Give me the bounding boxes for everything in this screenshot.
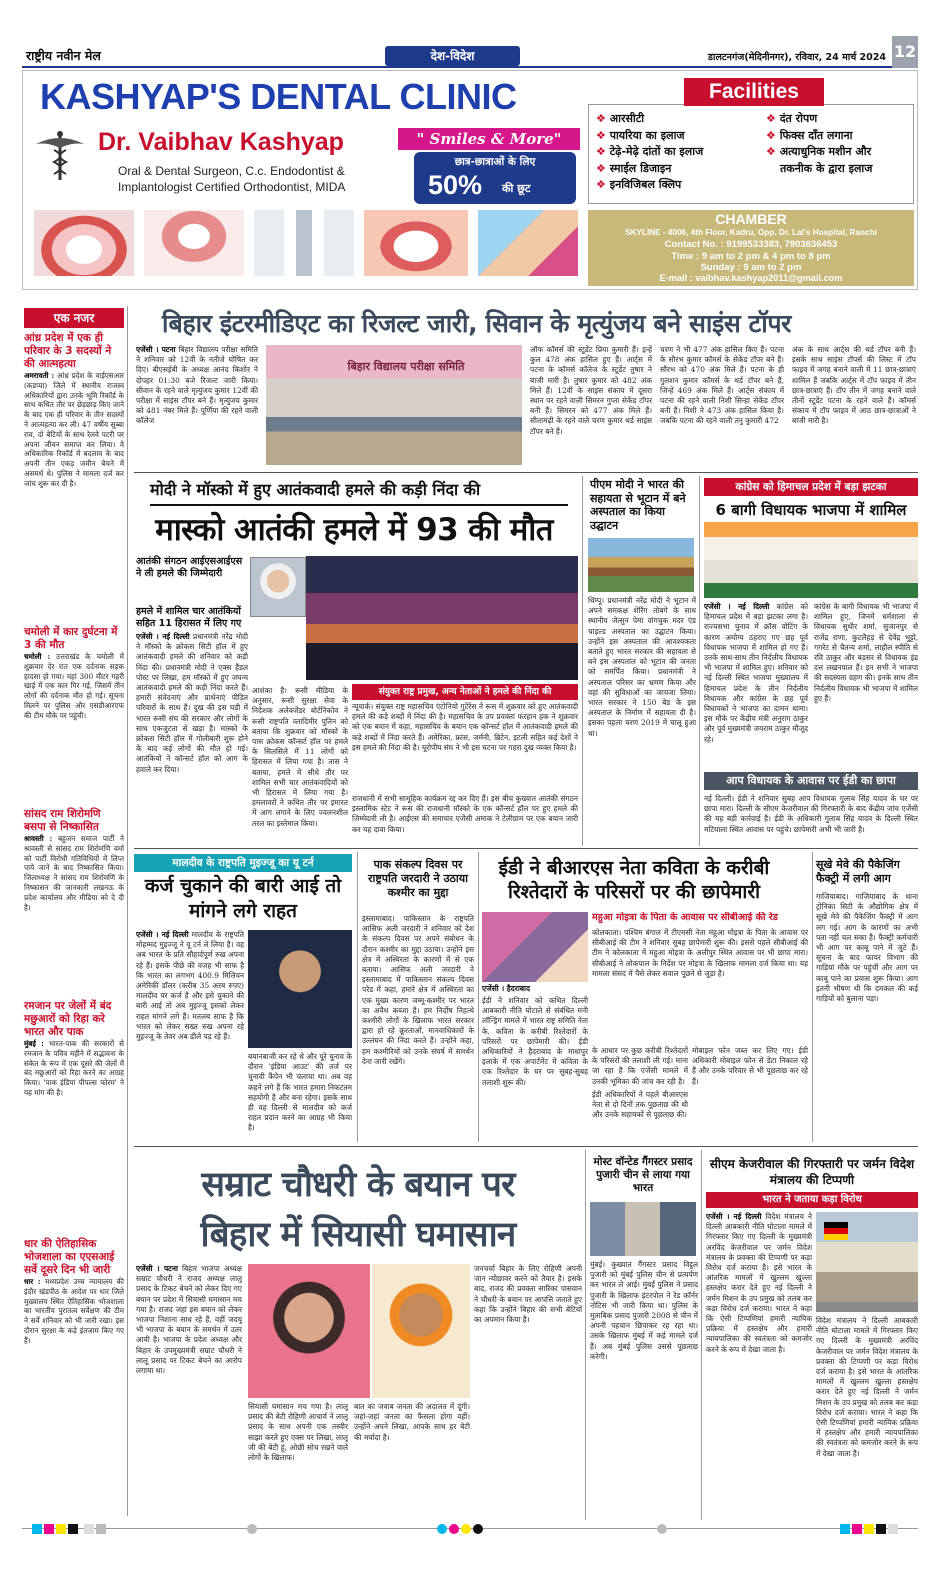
implant-photo [254,210,354,276]
facility-item: तकनीक के द्वारा इलाज [780,161,873,175]
facility-item: ❖ इनविजिबल क्लिप [596,178,682,191]
bihar-headline: बिहार इंटरमीडिएट का रिजल्ट जारी, सिवान के मृत्युंजय बने साइंस टॉपर [162,309,791,338]
dryfruit-body: गाजियाबाद। गाजियाबाद के थाना ट्रोनिका सिटी के औद्योगिक क्षेत्र में सूखे मेवे की पैकेजिंग फैक्ट्री में आग लग गई। आग के कारणों का अभी पता नहीं चल सका है। फैक्ट्री कर्मचारी भी आग पर काबू पाने में जुटे हैं। सूचना के बाद फायर विभाग की गाड़ियां मौके पर पहुंचीं और आग पर काबू पाने का प्रयास शुरू किया। आग इतनी भीषण थी कि दमकल की कई गाड़ियों को बुलाना पड़ा। [816,892,918,1004]
dryfruit-headline: सूखे मेवे की पैकेजिंग फैक्ट्री में लगी आग [816,858,900,885]
footer-color-bar [22,1521,918,1535]
moscow-kicker-underline [150,504,568,506]
chamber-time: Time : 9 am to 2 pm & 4 pm to 8 pm [671,251,831,262]
section-label: देश-विदेश [385,46,520,66]
kejriwal-body: एजेंसी । नई दिल्ली विदेश मंत्रालय ने दिल्ली आबकारी नीति घोटाला मामले में गिरफ्तार किए गए दिल्ली के मुख्यमंत्री अरविंद केजरीवाल पर जर्मन विदेश मंत्रालय के प्रवक्ता की टिप्पणी पर कड़ा विरोध दर्ज कराया है। इसे भारत के आंतरिक मामलों में खुल्लम खुल्ला हस्तक्षेप करार देते हुए नई दिल्ली ने जर्मन मिशन के उप प्रमुख को तलब कर कड़ा विरोध दर्ज कराया। भारत ने कहा कि ऐसी टिप्पणियां हमारी न्यायिक प्रक्रिया में हस्तक्षेप और हमारी न्यायपालिका की स्वतंत्रता को कमजोर करने के रूप में देखा जाता है। [706,1212,812,1354]
chamber-sunday: Sunday : 9 am to 2 pm [700,262,802,273]
samrat-body-4: सियासी घमासान मच गया है। लालू प्रसाद की बेटी रोहिणी आचार्य ने लालू प्रसाद के साथ अपनी एक तस्वीर साझा करते हुए एक्स पर लिखा, लालू जी की बेटी हूं, ओछी सोच रखने वाले लोगों के खिलाफ। [248,1402,348,1463]
facility-item: ❖ पायरिया का इलाज [596,128,685,142]
bihar-photo-banner: बिहार विद्यालय परीक्षा समिति [347,360,465,373]
moscow-side-head-2: हमले में शामिल चार आतंकियों सहित 11 हिरासत में लिए गए [136,606,242,629]
chamber-title: CHAMBER [715,211,787,227]
offer-percent: 50% [428,170,483,200]
dentures-photo [34,210,134,276]
himachal-body: एजेंसी । नई दिल्ली कांग्रेस को हिमाचल प्रदेश में बड़ा झटका लगा है। राज्यसभा चुनाव में क्रॉस वोटिंग के कारण अयोग्य ठहराए गए छह पूर्व विधायक भाजपा में शामिल हो गए हैं। उनके साथ-साथ तीन निर्दलीय विधायक भी भाजपा में शामिल हुए। शनिवार को नई दिल्ली स्थित भाजपा मुख्यालय में हिमाचल प्रदेश के तीन निर्दलीय विधायक और कांग्रेस के छह पूर्व विधायकों ने भाजपा का दामन थामा। इस मौके पर केंद्रीय मंत्री अनुराग ठाकुर और पूर्व मुख्यमंत्री जयराम ठाकुर मौजूद रहे। [704,602,808,744]
story-body: चमोली : उत्तराखंड के चमोली में शुक्रवार देर रात एक दर्दनाक सड़क हादसा हो गया। यहां 300 मीटर गहरी खाई में एक कार गिर गई, जिसमें तीन लोगों की दर्दनाक मौत हो गई। सूचना मिलने पर पुलिस और एसडीआरएफ की टीम मौके पर पहुंची। [24,652,124,720]
caduceus-icon [32,130,88,182]
bhutan-divider [699,476,700,846]
left-story-2 [24,626,124,752]
doctor-desc-1: Oral & Dental Surgeon, C.c. Endodontist & [118,164,345,178]
story-body: धार : मध्यप्रदेश उच्च न्यायालय की इंदौर खंडपीठ के आदेश पर धार जिले मुख्यालय स्थित ऐतिहासिक भोजशाला का भारतीय पुरातत्व सर्वेक्षण की टीम ने सर्वे शनिवार को भी जारी रखा। इस दौरान सुरक्षा के कड़े इंतजाम किए गए हैं। [24,1277,124,1345]
facility-item: ❖ फिक्स दाँत लगाना [766,128,853,142]
doctor-name: Dr. Vaibhav Kashyap [98,128,344,156]
maldives-kicker: मालदीव के राष्ट्रपति मुइज्जू का यू टर्न [134,854,352,872]
facilities-title: Facilities [684,78,824,106]
ed-aap-body: नई दिल्ली। ईडी ने शनिवार सुबह आप विधायक गुलाब सिंह यादव के घर पर छापा मारा। दिल्ली के सीएम केजरीवाल की गिरफ्तारी के बाद केंद्रीय जांच एजेंसी की यह बड़ी कार्रवाई है। ईडी के अधिकारी गुलाब सिंह यादव के दिल्ली स्थित मटियाला स्थित आवास पर पहुंचे। छापेमारी अभी भी जारी है। [704,794,918,834]
left-column-divider [127,306,128,1516]
gangster-divider [701,1150,702,1520]
moscow-body-1: एजेंसी । नई दिल्ली प्रधानमंत्री नरेंद्र मोदी ने मॉस्को के क्रोकस सिटी हॉल में हुए आतंकवादी हमले की शनिवार को कड़ी निंदा की। प्रधानमंत्री मोदी ने एक्स हैंडल पोस्ट पर लिखा, हम मॉस्को में हुए जघन्य आतंकवादी हमले की कड़ी निंदा करते हैं। हमारी संवेदनाएं और प्रार्थनाएं पीड़ित परिवारों के साथ हैं। दुख की इस घड़ी में भारत रूसी संघ की सरकार और लोगों के साथ एकजुटता से खड़ा है। मास्को के क्रोकस सिटी हॉल में गोलीबारी शुरू होने के बाद कई लोगों की मौत हो गई। आतंकियों ने कॉन्सर्ट हॉल को आग के हवाले कर दिया। [136,632,248,774]
germany-photo [816,1212,918,1312]
story-body: अमरावती : आंध्र प्रदेश के वाईएसआर (कडप्पा) जिले में स्थानीय राजस्व अधिकारियों द्वारा उनके भूमि रिकॉर्ड के साथ कथित तौर पर छेड़छाड़ किए जाने के बाद एक ही परिवार के तीन सदस्यों ने आत्महत्या कर ली। 47 वर्षीय सुब्बा राव, दो बेटियों के साथ रेलवे पटरी पर अपना जीवन समाप्त कर लिया। वे अधिकारिक रिकॉर्ड में बदलाव के बाद अपनी तीन एकड़ जमीन बेचने में असमर्थ थे। पुलिस ने मामला दर्ज कर जांच शुरू कर दी है। [24,371,124,488]
maldives-headline: कर्ज चुकाने की बारी आई तो मांगने लगे राहत [144,875,342,922]
un-body-2: राजधानी में सभी सामूहिक कार्यक्रम रद्द कर दिए हैं। इस बीच कुख्यात आतंकी संगठन इस्लामिक स्टेट ने रूस की राजधानी मॉस्को के एक कॉन्सर्ट हॉल पर हुए हमले की जिम्मेदारी ली है। आईएस की समाचार एजेंसी अमाक ने टेलीग्राम पर एक बयान जारी कर यह दावा किया। [352,794,578,834]
denture-set-photo [144,210,244,276]
gangster-body: मुंबई। कुख्यात गैंगस्टर प्रसाद विट्ठल पुजारी को मुंबई पुलिस चीन से प्रत्यर्पण कर भारत ले आई। मुंबई पुलिस ने प्रसाद पुजारी के खिलाफ इंटरपोल ने रेड कॉर्नर नोटिस भी जारी किया था। पुलिस के मुताबिक प्रसाद पुजारी 2008 से चीन में अपनी पहचान छिपाकर रह रहा था। उसके खिलाफ मुंबई में कई मामले दर्ज हैं। अब मुंबई पुलिस उससे पूछताछ करेगी। [590,1260,698,1361]
himachal-headline: 6 बागी विधायक भाजपा में शामिल [715,501,907,519]
kejriwal-headline: सीएम केजरीवाल की गिरफ्तारी पर जर्मन विदेश मंत्रालय की टिप्पणी [709,1157,915,1187]
smile-photo [364,210,468,276]
samrat-body-3: बात का जवाब जनता की अदालत में दूंगी। जहां-जहां जनता का फैसला होगा वहीं। उन्होंने अपने लिखा, आपके साथ हर बेटी की मर्यादा है। [354,1402,470,1442]
clinic-name: KASHYAP'S DENTAL CLINIC [40,76,517,117]
rohini-photo [248,1264,370,1398]
kavita-dateline: एजेंसी । हैदराबाद [482,984,530,993]
chamber-email: E-mail : vaibhav.kashyap2011@gmail.com [659,273,843,283]
kavita-body-2: के आधार पर कुछ करीबी रिश्तेदारों के परिसरों की तलाशी ली गई। माना जा रहा है कि एजेंसी मामले में उनकी भूमिका की जांच कर रही है। [592,1046,688,1086]
samrat-photo [372,1264,470,1398]
moscow-divider [582,476,583,846]
kavita-body: ईडी ने शनिवार को कथित दिल्ली आबकारी नीति घोटाले से संबंधित मनी लॉन्ड्रिंग मामले में भारत राष्ट्र समिति नेता के. कविता के करीबी रिश्तेदारों के परिसरों पर छापेमारी की। ईडी अधिकारियों ने हैदराबाद के माधापुर इलाके में एक अपार्टमेंट में कविता के एक रिश्तेदार के घर पर सुबह-सुबह तलाशी शुरू की। [482,996,588,1087]
left-story-3 [24,808,124,984]
dryfruit-divider [812,852,813,1142]
samrat-body-2: जनचर्चा बिहार के लिए रोहिणी अपनी जान न्योछावर करने को तैयार है। इसके बाद, राजद की प्रवक्ता सारिका पासवान ने चौधरी के बयान पर आपत्ति जताते हुए कहा कि उन्होंने बिहार की सभी बेटियों का अपमान किया है। [474,1264,582,1325]
ed-aap-headline: आप विधायक के आवास पर ईडी का छापा [704,772,918,790]
left-story-5 [24,1238,124,1495]
bihar-divider [134,472,918,473]
bhutan-headline: पीएम मोदी ने भारत की सहायता से भूटान में बने अस्पताल का किया उद्घाटन [590,478,686,532]
story-body: मुंबई : भारत-पाक की सरकारों से रमजान के पवित्र महीने में सद्भावना के संकेत के रूप में एक दूसरे की जेलों में बंद मछुआरों को रिहा करने का आग्रह किया। 'पाक इंडिया पीपल्स फोरम' ने यह मांग की है। [24,1039,124,1097]
maldives-divider [357,852,358,1142]
himachal-photo [704,522,918,598]
dateline: डालटनगंज(मेदिनीनगर), रविवार, 24 मार्च 2024 [707,52,886,63]
samrat-body: एजेंसी । पटना बिहार भाजपा अध्यक्ष सम्राट चौधरी ने राजद अध्यक्ष लालू प्रसाद के टिकट बेचने को लेकर दिए गए बयान पर प्रदेश में सियासी घमासान मच गया है। राजद जहां इस बयान को लेकर भाजपा निशाना साध रहे हैं, वहीं जदयू भी भाजपा के बयान के समर्थन में उतर आयी है। भाजपा के प्रदेश अध्यक्ष और बिहार के उपमुख्यमंत्री सम्राट चौधरी ने लालू प्रसाद पर टिकट बेचने का आरोप लगाया था। [136,1264,242,1376]
story-body: श्रावस्ती : बहुजन समाज पार्टी ने श्रावस्ती से सांसद राम शिरोमणि वर्मा को पार्टी विरोधी गतिविधियों में लिप्त पाये जाने के बाद निष्कासित किया। जिलाध्यक्ष ने सांसद राम शिरोमणि के निष्कासन की जानकारी लखनऊ के प्रदेश कार्यालय और मीडिया को दे दी है। [24,834,124,912]
page-number: 12 [892,36,918,68]
moscow-headline: मास्को आतंकी हमले में 93 की मौत [155,512,553,548]
un-body: न्यूयार्क। संयुक्त राष्ट्र महासचिव एंटोनियो गुटेरेस ने रूस में शुक्रवार को हुए आतंकवादी हमले की कड़े शब्दों में निंदा की है। महासचिव के उप प्रवक्ता फरहान हक ने शुक्रवार को एक बयान में कहा, महासचिव के बयान एक कॉन्सर्ट हॉल में आतंकवादी हमले की कड़े शब्दों में निंदा करते हैं। अमेरिका, फ्रांस, जर्मनी, ब्रिटेन, इटली सहित कई देशों ने इस हमले की निंदा की है। यूरोपीय संघ ने भी इस घटना पर गहरा दुख व्यक्त किया है। [352,702,578,752]
bhutan-hospital-photo [588,538,694,592]
pak-divider [478,852,479,1142]
moscow-body-2: आशंका है। रूसी मीडिया के अनुसार, रूसी सुरक्षा सेवा के निदेशक अलेक्जेंडर बोर्टनिकोव ने रूसी राष्ट्रपति व्लादिमीर पुतिन को बताया कि शुक्रवार को मॉस्को के पास क्रोकस कॉन्सर्ट हॉल पर हमले के सिलसिले में 11 लोगों को हिरासत में लिया गया है। तास ने बताया, हमले में सीधे तौर पर शामिल सभी चार आतंकवादियों को भी हिरासत में लिया गया है। हमलावरों ने कथित तौर पर इमारत में आग लगाने के लिए ज्वलनशील तरल का इस्तेमाल किया। [252,686,348,828]
maldives-body: एजेंसी । नई दिल्ली मालदीव के राष्ट्रपति मोहम्मद मुइज्जू ने यू टर्न ले लिया है। वह अब भारत के प्रति सौहार्दपूर्ण रुख अपना रहे हैं। इसके पीछे की वजह भी साफ है कि भारत का लगभग 400.9 मिलियन अमेरिकी डॉलर (करीब 35 अरब रुपए) मालदीव पर कर्ज है और इसे चुकाने की बारी आई तो अब मुइज्जू इसको लेकर राहत मांगने लगे हैं। मतलब साफ है कि भारत को लेकर सख्त रुख अपना रहे मुइज्जू के तेवर अब ढीले पड़ रहे हैं। [136,930,244,1042]
kavita-photo [482,912,588,982]
himachal-kicker: कांग्रेस को हिमाचल प्रदेश में बड़ा झटका [704,478,918,496]
mahua-headline: महुआ मोइत्रा के पिता के आवास पर सीबीआई की रेड [592,912,778,923]
story-headline: रमजान पर जेलों में बंद मछुआरों को रिहा करे भारत और पाक [24,1000,112,1038]
bihar-col-3: चरण ने भी 477 अंक हासिल किए हैं। पटना के सौरभ कुमार कॉमर्स के सेकेंड टॉपर बने हैं। सौरभ को 470 अंक मिले हैं। पटना के ही गुलशन कुमार कॉमर्स के थर्ड टॉपर बने हैं, जिन्हें 469 अंक मिले हैं। आर्ट्स संकाय में पटना की रहने वाली निशी सिन्हा सेकेंड टॉपर बनी हैं। निशी ने 473 अंक हासिल किया है। जबकि पटना की रहने वाली तनु कुमारी 472 [660,345,784,426]
kejriwal-kicker: भारत ने जताया कड़ा विरोध [706,1192,918,1208]
un-head: संयुक्त राष्ट्र प्रमुख, अन्य नेताओं ने हमले की निंदा की [352,684,578,700]
himachal-body-2: कांग्रेस के बागी विधायक भी भाजपा में शामिल हुए, जिनमें धर्मशाला से विधायक सुधीर शर्मा, सुजानपुर से राजेंद्र राणा, कुटलैहड़ से देवेंद्र भुट्टो, गगरेट से चैतन्य शर्मा, लाहौल स्पीति से रवि ठाकुर और बड़सर से विधायक इंद्र दत्त लखनपाल हैं। इन सभी ने भाजपा की सदस्यता ग्रहण की। इनके साथ तीन निर्दलीय विधायक भी भाजपा में शामिल हुए हैं। [814,602,918,703]
modi-photo [250,557,306,617]
gangster-headline: मोस्ट वॉन्टेड गैंगस्टर प्रसाद पुजारी चीन से लाया गया भारत [593,1156,693,1194]
offer-suffix: की छूट [502,182,531,195]
samrat-divider [585,1150,586,1520]
moscow-kicker: मोदी ने मॉस्को में हुए आतंकवादी हमले की कड़ी निंदा की [150,480,481,499]
facility-item: ❖ दंत रोपण [766,112,818,125]
lower-divider [134,1146,918,1147]
samrat-headline-2: बिहार में सियासी घमासान [200,1215,516,1255]
smiles-tagline: " Smiles & More" [398,128,580,150]
facility-item: ❖ स्माईल डिजाइन [596,161,672,175]
child-dentist-photo [478,210,578,276]
mahua-body: कोलकाता। पश्चिम बंगाल में टीएमसी नेता महुआ मोइत्रा के पिता के आवास पर सीबीआई की टीम ने शनिवार सुबह छापेमारी शुरू की। इससे पहले सीबीआई की टीम ने कोलकाता में महुआ मोइत्रा के अलीपुर स्थित आवास पर भी छापा मारा। सीबीआई ने लोकपाल के निर्देश पर मोइत्रा के खिलाफ मामला दर्ज किया था। यह मामला संसद में पैसे लेकर सवाल पूछने से जुड़ा है। [592,928,808,978]
mid-divider [134,848,918,849]
kavita-body-3: ईडी अधिकारियों ने पहले बीआरएस नेता से दो दिनों तक पूछताछ की थी और उनके सहायकों से पूछताछ की। [592,1090,688,1120]
gangster-photo [590,1202,696,1256]
pak-headline: पाक संकल्प दिवस पर राष्ट्रपति जरदारी ने उठाया कश्मीर का मुद्दा [368,858,468,899]
offer-line: छात्र-छात्राओं के लिए [454,156,536,168]
bihar-col-4: अंक के साथ आर्ट्स की थर्ड टॉपर बनी हैं। इसके साथ साइंस टॉपर्स की लिस्ट में टॉप फाइव में जगह बनाने वाली में 11 छात्र-छात्राएं शामिल हैं जबकि आर्ट्स में टॉप फाइव में तीन छात्र-छात्राएं हैं। टॉप तीन में जगह बनाने वाले तीनों स्टूडेंट पटना के रहने वाले हैं। कॉमर्स संकाय में टॉप फाइव में आठ छात्र-छात्राओं ने बाजी मारी है। [792,345,916,426]
facilities-right [766,111,914,177]
moscow-attack-photo [306,556,578,680]
bihar-photo [266,345,522,465]
facility-item: ❖ अत्याधुनिक मशीन और [766,145,872,158]
mahua-body-2: मोबाइल फोन जब्त कर लिए गए। ईडी अधिकारी मोबाइल फोन से डेटा निकाल रहे हैं और उनके परिवार से भी पूछताछ कर रहे हैं। [692,1046,808,1086]
maldives-body-2: बयानबाजी कर रहे थे और पूरे चुनाव के दौरान 'इंडिया आउट' की तर्ज पर चुनावी कैंपेन भी चलाया था। अब वह कहने लगे हैं कि भारत हमारा निकटतम सहयोगी है और बना रहेगा। इसके साथ ही वह दिल्ली से मालदीव को कर्ज राहत प्रदान करने का आग्रह भी किया है। [248,1052,352,1133]
chamber-address: SKYLINE - 4006, 4th Floor, Kadru, Opp. Dr. Lal's Hospital, Ranchi [625,228,877,237]
facility-item: ❖ टेढ़े-मेढ़े दांतों का इलाज [596,145,704,158]
story-headline: सांसद राम शिरोमणि बसपा से निष्कासित [24,808,101,833]
chamber-contact: Contact No. : 9199533383, 7903836453 [664,239,838,250]
bihar-col-2: ऑफ कॉमर्स की स्टूडेंट प्रिया कुमारी हैं। इन्हें कुल 478 अंक हासिल हुए हैं। आर्ट्स में पटना के कॉमर्स कॉलेज के स्टूडेंट तुषार ने बाजी मारी है। तुषार कुमार को 482 अंक मिले हैं। 12वीं के साइंस संकाय में दूसरा स्थान पर रहने वाली सिमरन गुप्ता सेकेंड टॉपर बनी हैं। सिमरन को 477 अंक मिले हैं। सीतामढ़ी के रहने वाले चरण कुमार थर्ड साइंस टॉपर बने हैं। [530,345,652,436]
pak-body: इस्लामाबाद। पाकिस्तान के राष्ट्रपति आसिफ अली जरदारी ने शनिवार को देश के संकल्प दिवस पर अपने संबोधन के दौरान कश्मीर का मुद्दा उठाया। उन्होंने इस क्षेत्र में अस्थिरता के कारणों में से एक बताया। आसिफ अली जरदारी ने इस्लामाबाद में पाकिस्तान संकल्प दिवस परेड में कहा, हमारे क्षेत्र में अस्थिरता का एक मुख्य कारण जम्मू-कश्मीर पर भारत का अवैध कब्जा है। हम निर्दोष निहत्थे कश्मीरी लोगों के खिलाफ भारत सरकार द्वारा हो रहे क्रूरताओं, मानवाधिकारों के उल्लंघन की निंदा करते हैं। उन्होंने कहा, हम कश्मीरियों को उनके संघर्ष में समर्थन देना जारी रखेंगे। [362,914,474,1066]
kavita-headline: ईडी ने बीआरएस नेता कविता के करीबी रिश्तेदारों के परिसरों पर की छापेमारी [498,857,770,903]
story-headline: धार की ऐतिहासिक भोजशाला का एएसआई सर्वे दूसरे दिन भी जारी [24,1238,115,1276]
facilities-left [596,111,766,194]
moscow-side-head-1: आतंकी संगठन आईएसआईएस ने ली हमले की जिम्मेदारी [136,556,243,579]
muizzu-photo [248,930,352,1048]
bihar-col-1: एजेंसी । पटना बिहार विद्यालय परीक्षा समिति ने शनिवार को 12वीं के नतीजे घोषित कर दिए। बीएसईबी के अध्यक्ष आनंद किशोर ने दोपहर 01:30 बजे रिजल्ट जारी किया। सीवान के रहने वाले मृत्युंजय कुमार 12वीं की परीक्षा में साइंस टॉपर बने हैं। मृत्युंजय कुमार को 481 नंबर मिले हैं। पूर्णिया की रहने वाली कॉलेज [136,345,258,426]
kejriwal-body-2: विदेश मंत्रालय ने दिल्ली आबकारी नीति घोटाला मामले में गिरफ्तार किए गए दिल्ली के मुख्यमंत्री अरविंद केजरीवाल पर जर्मन विदेश मंत्रालय के प्रवक्ता की टिप्पणी पर कड़ा विरोध दर्ज कराया है। इसे भारत के आंतरिक मामलों में खुल्लम खुल्ला हस्तक्षेप करार देते हुए नई दिल्ली ने जर्मन मिशन के उप प्रमुख को तलब कर कड़ा विरोध दर्ज कराया। भारत ने कहा कि ऐसी टिप्पणियां हमारी न्यायिक प्रक्रिया में हस्तक्षेप और हमारी न्यायपालिका की स्वतंत्रता को कमजोर करने के रूप में देखा जाता है। [816,1316,918,1458]
left-story-4 [24,1000,124,1209]
bhutan-body: थिम्पू। प्रधानमंत्री नरेंद्र मोदी ने भूटान में अपने समकक्ष शेरिंग तोबगे के साथ स्थानीय जेत्सुन पेमा वांगचुक मदर एंड चाइल्ड अस्पताल का उद्घाटन किया। उन्होंने इस अस्पताल की आवश्यकता बताते हुए भारत सरकार की सहायता से बने इस अस्पताल को भूटान की जनता को समर्पित किया। प्रधानमंत्री ने अस्पताल परिसर का भ्रमण किया और वहां की सुविधाओं का जायजा लिया। भारत सरकार ने 150 बेड के इस अस्पताल के निर्माण में सहायता दी है। इसका पहला चरण 2019 में चालू हुआ था। [588,596,696,738]
story-headline: चमोली में कार दुर्घटना में 3 की मौत [24,626,118,651]
german-flag-icon [824,1222,848,1240]
samrat-headline-1: सम्राट चौधरी के बयान पर [201,1165,515,1205]
facility-item: ❖ आरसीटी [596,112,645,125]
paper-name: राष्ट्रीय नवीन मेल [26,48,101,63]
left-story-1 [24,332,124,629]
doctor-desc-2: Implantologist Certified Orthodontist, MIDA [118,180,346,194]
story-headline: आंध्र प्रदेश में एक ही परिवार के 3 सदस्यों ने की आत्महत्या [24,332,112,370]
ek-nazar-label: एक नजर [24,308,124,328]
